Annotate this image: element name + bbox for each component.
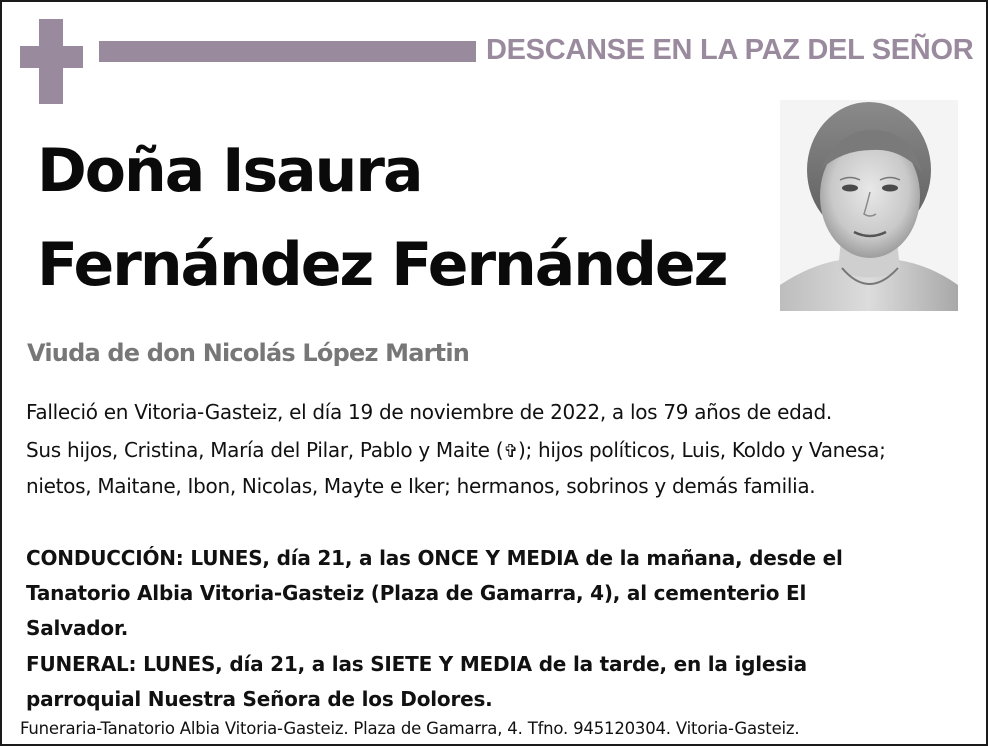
family-text-end: ); hijos políticos, Luis, Koldo y Vanesa; nietos, Maitane, Ibon, Nicolas, Mayte e Iker; hermanos, sobrinos y demás familia. [26, 438, 886, 498]
funeral-home-footer: Funeraria-Tanatorio Albia Vitoria-Gasteiz. Plaza de Gamarra, 4. Tfno. 945120304. Vitoria-Gasteiz. [20, 719, 800, 738]
header-title: DESCANSE EN LA PAZ DEL SEÑOR [486, 34, 974, 66]
family-paragraph [26, 433, 926, 504]
family-text-start: Sus hijos, Cristina, María del Pilar, Pablo y Maite ( [26, 438, 504, 462]
conduccion-paragraph: CONDUCCIÓN: LUNES, día 21, a las ONCE Y MEDIA de la mañana, desde el Tanatorio Albia Vitoria-Gasteiz (Plaza de Gamarra, 4), al cementerio El Salvador. [26, 546, 843, 640]
deceased-name-line1: Doña Isaura [37, 136, 422, 206]
widow-of-line: Viuda de don Nicolás López Martin [27, 339, 470, 367]
funeral-paragraph: FUNERAL: LUNES, día 21, a las SIETE Y MEDIA de la tarde, en la iglesia parroquial Nuestra Señora de los Dolores. [26, 652, 807, 711]
deceased-name-line2: Fernández Fernández [37, 230, 727, 300]
death-notice-paragraph: Falleció en Vitoria-Gasteiz, el día 19 de noviembre de 2022, a los 79 años de edad. [26, 400, 832, 424]
header-divider-bar [99, 41, 476, 62]
portrait-photo [780, 100, 958, 311]
latin-cross-icon [20, 19, 83, 104]
deceased-cross-icon: ✞ [503, 441, 518, 462]
